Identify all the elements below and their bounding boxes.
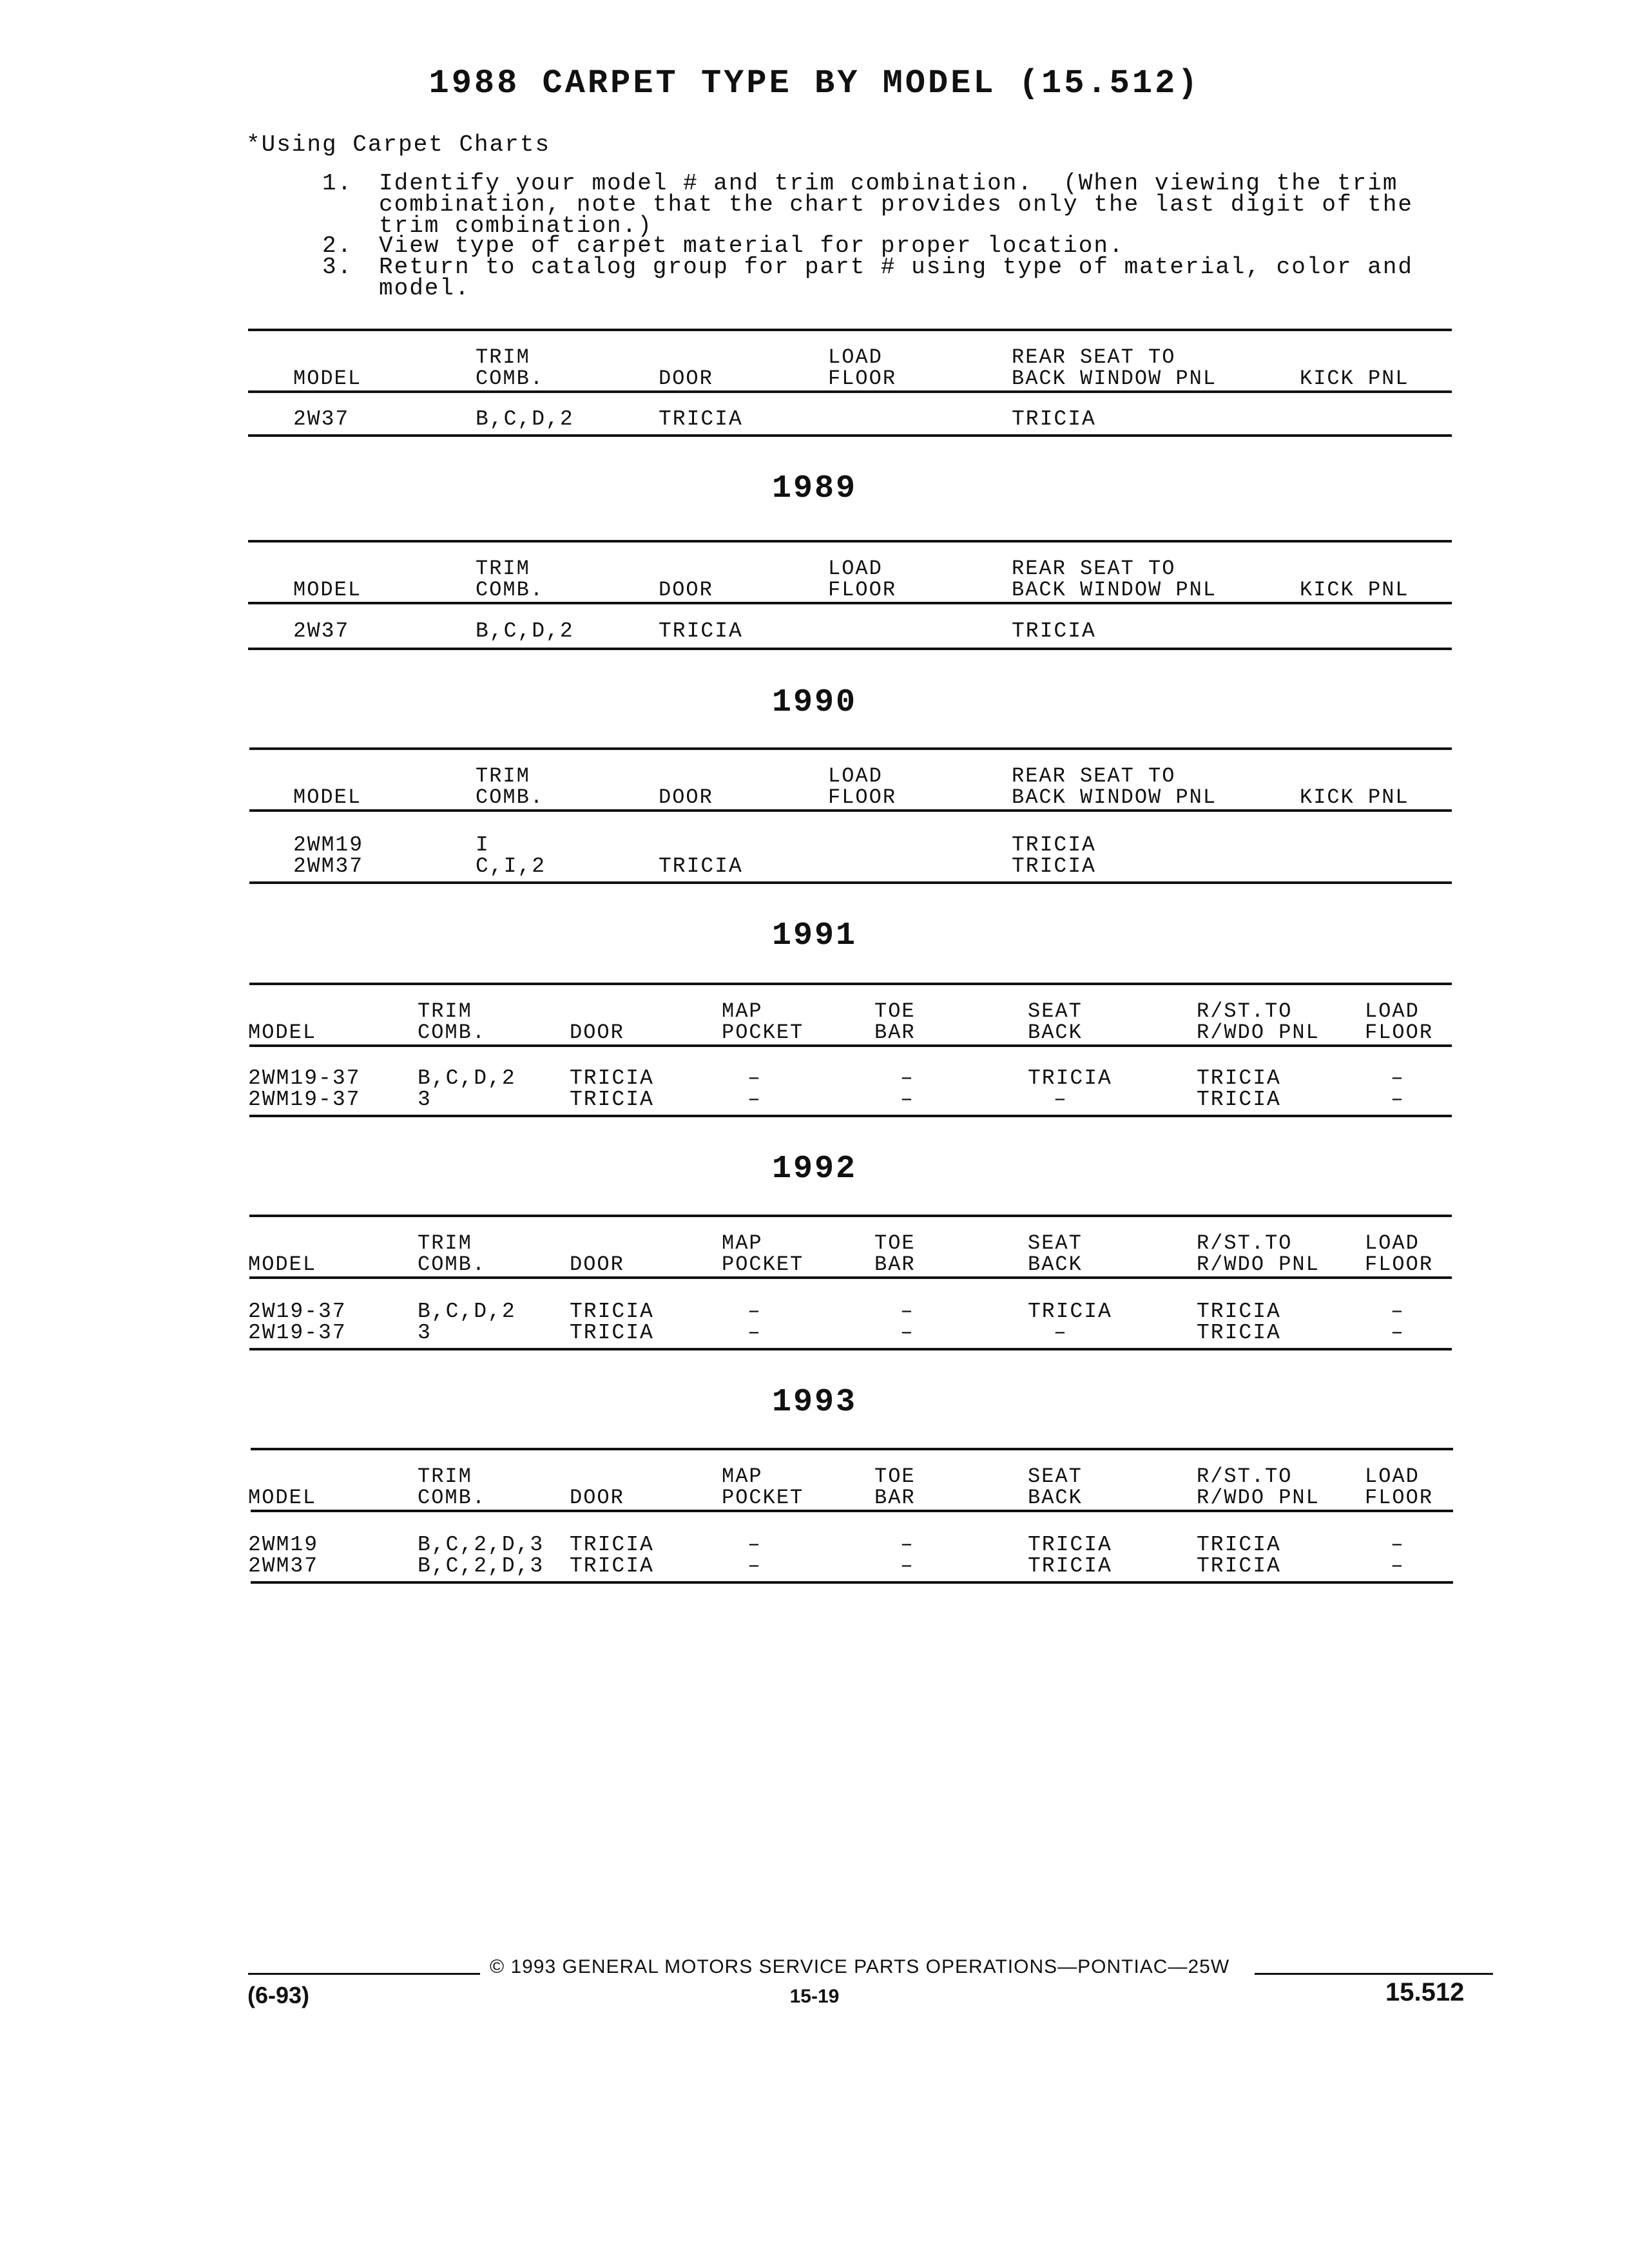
- step-number: 1.: [322, 170, 353, 197]
- table-cell: TRICIA: [1028, 1300, 1112, 1323]
- table-cell: TRICIA: [1028, 1554, 1112, 1578]
- footer-page-number: 15-19: [789, 1986, 840, 2007]
- step-text-line: View type of carpet material for proper location.: [379, 233, 1124, 259]
- table-cell: –: [747, 1533, 762, 1557]
- table-cell: –: [747, 1300, 762, 1323]
- year-heading: 1992: [771, 1151, 858, 1187]
- table-cell: TRICIA: [1197, 1066, 1281, 1090]
- column-header: R/WDO PNL: [1197, 1486, 1320, 1510]
- footer-publisher: © 1993 GENERAL MOTORS SERVICE PARTS OPERATIONS—PONTIAC—25W: [490, 1956, 1230, 1977]
- table-cell: –: [900, 1533, 914, 1557]
- table-header-rule: [249, 1044, 1452, 1047]
- column-header: TRIM: [418, 999, 472, 1023]
- table-cell: –: [900, 1088, 914, 1111]
- footer-date: (6-93): [247, 1982, 310, 2008]
- table-cell: 2WM19: [248, 1533, 319, 1557]
- table-cell: 2WM37: [293, 854, 364, 878]
- column-header: SEAT: [1028, 1465, 1083, 1488]
- column-header: MODEL: [248, 1486, 317, 1510]
- table-header-rule: [249, 1276, 1452, 1279]
- table-cell: B,C,D,2: [418, 1300, 516, 1323]
- column-header: DOOR: [659, 785, 713, 809]
- column-header: POCKET: [722, 1486, 804, 1510]
- table-cell: 2W37: [293, 619, 350, 643]
- table-cell: –: [900, 1300, 914, 1323]
- column-header: COMB.: [476, 785, 545, 809]
- column-header: LOAD: [828, 557, 883, 581]
- table-cell: –: [900, 1321, 914, 1345]
- table-cell: 2W19-37: [248, 1300, 347, 1323]
- column-header: TRIM: [476, 345, 530, 369]
- column-header: POCKET: [722, 1253, 804, 1276]
- page-title: 1988 CARPET TYPE BY MODEL (15.512): [429, 64, 1200, 102]
- table-top-rule: [248, 540, 1452, 543]
- column-header: MODEL: [293, 785, 362, 809]
- column-header: KICK PNL: [1300, 367, 1409, 390]
- column-header: MODEL: [293, 367, 362, 390]
- table-cell: B,C,2,D,3: [418, 1554, 545, 1578]
- table-cell: TRICIA: [1012, 854, 1096, 878]
- column-header: TOE: [874, 999, 916, 1023]
- column-header: R/ST.TO: [1197, 1465, 1293, 1488]
- intro-heading: *Using Carpet Charts: [246, 131, 551, 158]
- table-top-rule: [249, 983, 1452, 985]
- column-header: COMB.: [418, 1253, 487, 1276]
- table-bottom-rule: [249, 881, 1452, 884]
- column-header: MAP: [722, 1231, 763, 1255]
- column-header: BACK WINDOW PNL: [1012, 367, 1217, 390]
- column-header: KICK PNL: [1300, 785, 1409, 809]
- column-header: DOOR: [570, 1021, 624, 1044]
- column-header: BACK: [1028, 1021, 1083, 1044]
- column-header: TRIM: [476, 764, 530, 788]
- column-header: SEAT: [1028, 999, 1083, 1023]
- table-cell: –: [1391, 1300, 1405, 1323]
- column-header: SEAT: [1028, 1231, 1083, 1255]
- column-header: DOOR: [570, 1253, 624, 1276]
- table-cell: –: [1391, 1088, 1405, 1111]
- footer-rule-left: [248, 1973, 480, 1975]
- table-cell: TRICIA: [659, 407, 743, 431]
- table-cell: –: [900, 1066, 914, 1090]
- table-cell: 2WM19-37: [248, 1066, 361, 1090]
- column-header: FLOOR: [1365, 1021, 1434, 1044]
- table-cell: TRICIA: [1197, 1321, 1281, 1345]
- column-header: TOE: [874, 1231, 916, 1255]
- step-text-line: trim combination.): [379, 213, 653, 239]
- column-header: FLOOR: [828, 578, 897, 602]
- table-cell: TRICIA: [1197, 1300, 1281, 1323]
- table-cell: B,C,D,2: [476, 407, 574, 431]
- column-header: REAR SEAT TO: [1012, 764, 1176, 788]
- step-text-line: Identify your model # and trim combination. (When viewing the trim: [379, 170, 1398, 197]
- step-text-line: combination, note that the chart provides only the last digit of the: [379, 191, 1414, 218]
- step-text-line: Return to catalog group for part # using type of material, color and: [379, 254, 1414, 280]
- column-header: MODEL: [248, 1021, 317, 1044]
- year-heading: 1991: [771, 918, 858, 954]
- table-cell: 2W37: [293, 407, 350, 431]
- step-text-line: model.: [379, 275, 470, 302]
- column-header: LOAD: [1365, 1231, 1420, 1255]
- column-header: R/ST.TO: [1197, 1231, 1293, 1255]
- column-header: FLOOR: [1365, 1253, 1434, 1276]
- column-header: FLOOR: [1365, 1486, 1434, 1510]
- table-bottom-rule: [249, 1115, 1452, 1117]
- column-header: COMB.: [418, 1486, 487, 1510]
- table-cell: TRICIA: [659, 619, 743, 643]
- table-cell: TRICIA: [570, 1066, 654, 1090]
- column-header: BACK WINDOW PNL: [1012, 785, 1217, 809]
- table-cell: B,C,D,2: [476, 619, 574, 643]
- column-header: KICK PNL: [1300, 578, 1409, 602]
- column-header: FLOOR: [828, 367, 897, 390]
- step-number: 2.: [322, 233, 353, 259]
- column-header: R/WDO PNL: [1197, 1021, 1320, 1044]
- table-cell: 3: [418, 1088, 432, 1111]
- column-header: TRIM: [418, 1465, 472, 1488]
- year-heading: 1993: [771, 1384, 858, 1421]
- table-cell: B,C,2,D,3: [418, 1533, 545, 1557]
- table-header-rule: [249, 809, 1452, 812]
- table-cell: –: [1391, 1554, 1405, 1578]
- column-header: MODEL: [248, 1253, 317, 1276]
- column-header: COMB.: [418, 1021, 487, 1044]
- table-cell: TRICIA: [1197, 1554, 1281, 1578]
- column-header: DOOR: [659, 578, 713, 602]
- table-cell: TRICIA: [570, 1088, 654, 1111]
- table-top-rule: [249, 747, 1452, 750]
- column-header: R/WDO PNL: [1197, 1253, 1320, 1276]
- column-header: BAR: [874, 1021, 916, 1044]
- table-header-rule: [248, 390, 1452, 393]
- table-cell: –: [1054, 1088, 1068, 1111]
- table-cell: TRICIA: [1197, 1088, 1281, 1111]
- column-header: COMB.: [476, 578, 545, 602]
- column-header: POCKET: [722, 1021, 804, 1044]
- table-cell: 2WM19-37: [248, 1088, 361, 1111]
- column-header: REAR SEAT TO: [1012, 345, 1176, 369]
- table-cell: 2WM19: [293, 833, 364, 857]
- table-header-rule: [251, 1510, 1453, 1512]
- table-cell: –: [747, 1066, 762, 1090]
- table-cell: TRICIA: [1012, 619, 1096, 643]
- column-header: LOAD: [1365, 999, 1420, 1023]
- footer-rule-right: [1255, 1973, 1493, 1975]
- column-header: BACK: [1028, 1253, 1083, 1276]
- table-cell: TRICIA: [570, 1554, 654, 1578]
- column-header: DOOR: [570, 1486, 624, 1510]
- column-header: MAP: [722, 999, 763, 1023]
- table-cell: TRICIA: [1012, 407, 1096, 431]
- column-header: LOAD: [828, 345, 883, 369]
- table-cell: –: [747, 1554, 762, 1578]
- table-cell: TRICIA: [1028, 1533, 1112, 1557]
- table-cell: 3: [418, 1321, 432, 1345]
- column-header: BACK WINDOW PNL: [1012, 578, 1217, 602]
- step-number: 3.: [322, 254, 353, 280]
- column-header: LOAD: [828, 764, 883, 788]
- table-bottom-rule: [251, 1581, 1453, 1584]
- column-header: BAR: [874, 1253, 916, 1276]
- table-cell: –: [747, 1321, 762, 1345]
- year-heading: 1990: [771, 684, 858, 721]
- table-cell: –: [1391, 1533, 1405, 1557]
- column-header: TRIM: [418, 1231, 472, 1255]
- table-cell: –: [1391, 1321, 1405, 1345]
- column-header: R/ST.TO: [1197, 999, 1293, 1023]
- table-cell: TRICIA: [570, 1533, 654, 1557]
- column-header: BAR: [874, 1486, 916, 1510]
- table-cell: 2W19-37: [248, 1321, 347, 1345]
- column-header: COMB.: [476, 367, 545, 390]
- column-header: FLOOR: [828, 785, 897, 809]
- table-cell: TRICIA: [1012, 833, 1096, 857]
- table-cell: C,I,2: [476, 854, 546, 878]
- table-top-rule: [248, 329, 1452, 331]
- table-cell: TRICIA: [1197, 1533, 1281, 1557]
- table-top-rule: [251, 1448, 1453, 1450]
- table-bottom-rule: [248, 434, 1452, 437]
- column-header: DOOR: [659, 367, 713, 390]
- table-cell: 2WM37: [248, 1554, 319, 1578]
- column-header: MAP: [722, 1465, 763, 1488]
- column-header: BACK: [1028, 1486, 1083, 1510]
- column-header: TRIM: [476, 557, 530, 581]
- table-cell: –: [747, 1088, 762, 1111]
- table-cell: TRICIA: [570, 1321, 654, 1345]
- table-cell: TRICIA: [570, 1300, 654, 1323]
- table-cell: B,C,D,2: [418, 1066, 516, 1090]
- column-header: LOAD: [1365, 1465, 1420, 1488]
- table-cell: TRICIA: [659, 854, 743, 878]
- table-cell: –: [900, 1554, 914, 1578]
- table-top-rule: [249, 1215, 1452, 1217]
- footer-section-number: 15.512: [1385, 1978, 1465, 2006]
- table-header-rule: [248, 602, 1452, 604]
- column-header: REAR SEAT TO: [1012, 557, 1176, 581]
- column-header: MODEL: [293, 578, 362, 602]
- table-cell: TRICIA: [1028, 1066, 1112, 1090]
- year-heading: 1989: [771, 470, 858, 507]
- table-cell: –: [1054, 1321, 1068, 1345]
- table-cell: –: [1391, 1066, 1405, 1090]
- table-bottom-rule: [249, 1348, 1452, 1350]
- table-bottom-rule: [248, 648, 1452, 650]
- table-cell: I: [476, 833, 490, 857]
- column-header: TOE: [874, 1465, 916, 1488]
